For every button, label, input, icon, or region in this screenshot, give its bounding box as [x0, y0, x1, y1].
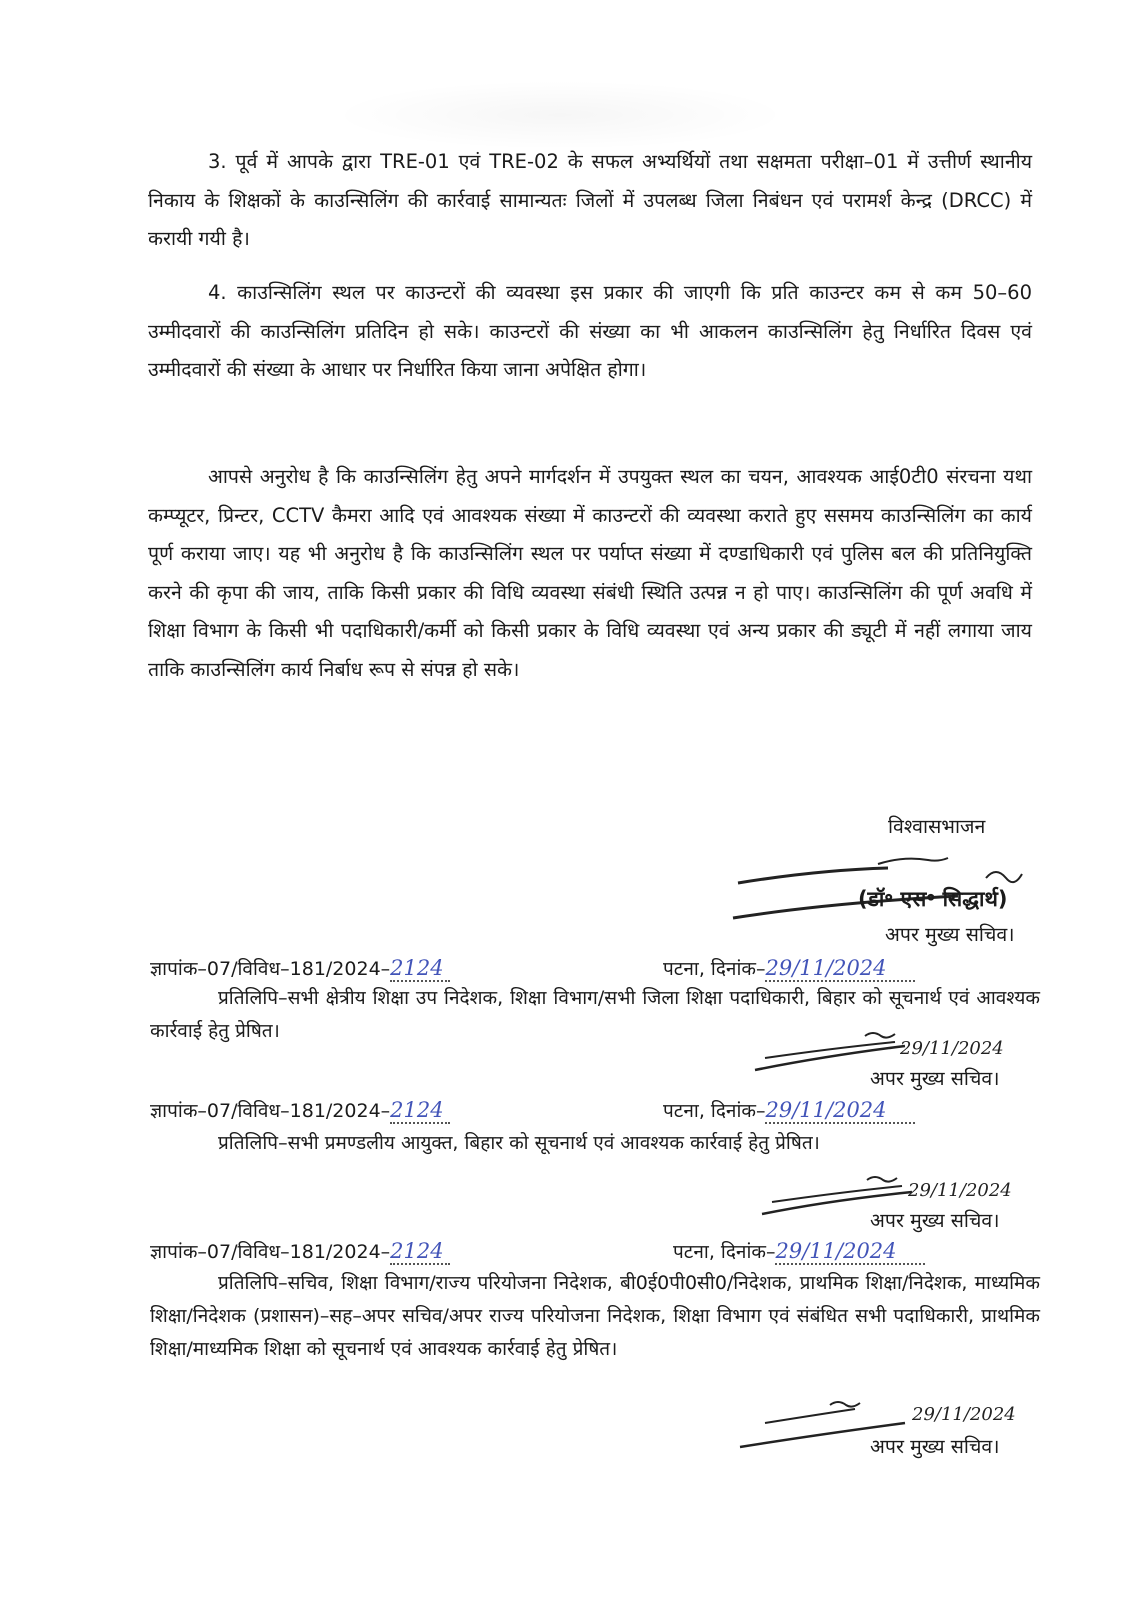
designation-3: अपर मुख्य सचिव।	[870, 1435, 1000, 1458]
signatory-name: (डॉ॰ एस॰ सिद्धार्थ)	[858, 887, 1008, 911]
memo-number-2	[150, 1097, 450, 1124]
memo-date-prefix: पटना, दिनांक–	[663, 1100, 766, 1122]
memo-number-prefix: ज्ञापांक–07/विविध–181/2024–	[150, 1100, 391, 1122]
memo-number-prefix: ज्ञापांक–07/विविध–181/2024–	[150, 1241, 391, 1263]
memo-date-handwritten: 29/11/2024	[775, 1239, 925, 1265]
paragraph-3: 3. पूर्व में आपके द्वारा TRE-01 एवं TRE-02 के सफल अभ्यर्थियों तथा सक्षमता परीक्षा–01 में उत्तीर्ण स्थानीय निकाय के शिक्षकों के काउन्सिलिंग की कार्रवाई सामान्यतः जिलों में उपलब्ध जिला निबंधन एवं परामर्श केन्द्र (DRCC) में करायी गयी है।	[148, 150, 1032, 250]
memo-date-prefix: पटना, दिनांक–	[673, 1241, 776, 1263]
memo-number-1	[150, 955, 450, 982]
memo-number-handwritten: 2124	[390, 956, 450, 982]
signatory-designation: अपर मुख्य सचिव।	[885, 923, 1015, 946]
memo-number-handwritten: 2124	[390, 1098, 450, 1124]
memo-date-handwritten: 29/11/2024	[765, 956, 915, 982]
request-paragraph: आपसे अनुरोध है कि काउन्सिलिंग हेतु अपने मार्गदर्शन में उपयुक्त स्थल का चयन, आवश्यक आई0टी0 संरचना यथा कम्प्यूटर, प्रिन्टर, CCTV कैमरा आदि एवं आवश्यक संख्या में काउन्टरों की व्यवस्था कराते हुए ससमय काउन्सिलिंग का कार्य पूर्ण कराया जाए। यह भी अनुरोध है कि काउन्सिलिंग स्थल पर पर्याप्त संख्या में दण्डाधिकारी एवं पुलिस बल की प्रतिनियुक्ति करने की कृपा की जाय, ताकि किसी प्रकार की विधि व्यवस्था संबंधी स्थिति उत्पन्न न हो पाए। काउन्सिलिंग की पूर्ण अवधि में शिक्षा विभाग के किसी भी पदाधिकारी/कर्मी को किसी प्रकार के विधि व्यवस्था एवं अन्य प्रकार की ड्यूटी में नहीं लगाया जाय ताकि काउन्सिलिंग कार्य निर्बाध रूप से संपन्न हो सके।	[148, 465, 1032, 681]
memo-date-2	[663, 1097, 915, 1124]
show-through-smudge	[330, 80, 790, 150]
memo-number-3	[150, 1238, 450, 1265]
initial-date-2: 29/11/2024	[908, 1180, 1012, 1201]
paragraph-4: 4. काउन्सिलिंग स्थल पर काउन्टरों की व्यवस्था इस प्रकार की जाएगी कि प्रति काउन्टर कम से कम 50–60 उम्मीदवारों की काउन्सिलिंग प्रतिदिन हो सके। काउन्टरों की संख्या का भी आकलन काउन्सिलिंग हेतु निर्धारित दिवस एवं उम्मीदवारों की संख्या के आधार पर निर्धारित किया जाना अपेक्षित होगा।	[148, 281, 1032, 381]
designation-2: अपर मुख्य सचिव।	[870, 1209, 1000, 1232]
copy-text-2: प्रतिलिपि–सभी प्रमण्डलीय आयुक्त, बिहार को सूचनार्थ एवं आवश्यक कार्रवाई हेतु प्रेषित।	[218, 1132, 820, 1154]
memo-date-handwritten: 29/11/2024	[765, 1098, 915, 1124]
memo-date-1	[663, 955, 915, 982]
copy-text-3: प्रतिलिपि–सचिव, शिक्षा विभाग/राज्य परियोजना निदेशक, बी0ई0पी0सी0/निदेशक, प्राथमिक शिक्षा/निदेशक, माध्यमिक शिक्षा/निदेशक (प्रशासन)–सह–अपर सचिव/अपर राज्य परियोजना निदेशक, शिक्षा विभाग एवं संबंधित सभी पदाधिकारी, प्राथमिक शिक्षा/माध्यमिक शिक्षा को सूचनार्थ एवं आवश्यक कार्रवाई हेतु प्रेषित।	[150, 1272, 1040, 1360]
memo-date-3	[673, 1238, 925, 1265]
copy-text-1: प्रतिलिपि–सभी क्षेत्रीय शिक्षा उप निदेशक, शिक्षा विभाग/सभी जिला शिक्षा पदाधिकारी, बिहार को सूचनार्थ एवं आवश्यक कार्रवाई हेतु प्रेषित।	[150, 987, 1040, 1042]
memo-number-handwritten: 2124	[390, 1239, 450, 1265]
closing-text: विश्वासभाजन	[888, 815, 986, 838]
initial-date-1: 29/11/2024	[900, 1038, 1004, 1059]
designation-1: अपर मुख्य सचिव।	[870, 1067, 1000, 1090]
memo-date-prefix: पटना, दिनांक–	[663, 958, 766, 980]
memo-number-prefix: ज्ञापांक–07/विविध–181/2024–	[150, 958, 391, 980]
initial-date-3: 29/11/2024	[912, 1404, 1016, 1425]
